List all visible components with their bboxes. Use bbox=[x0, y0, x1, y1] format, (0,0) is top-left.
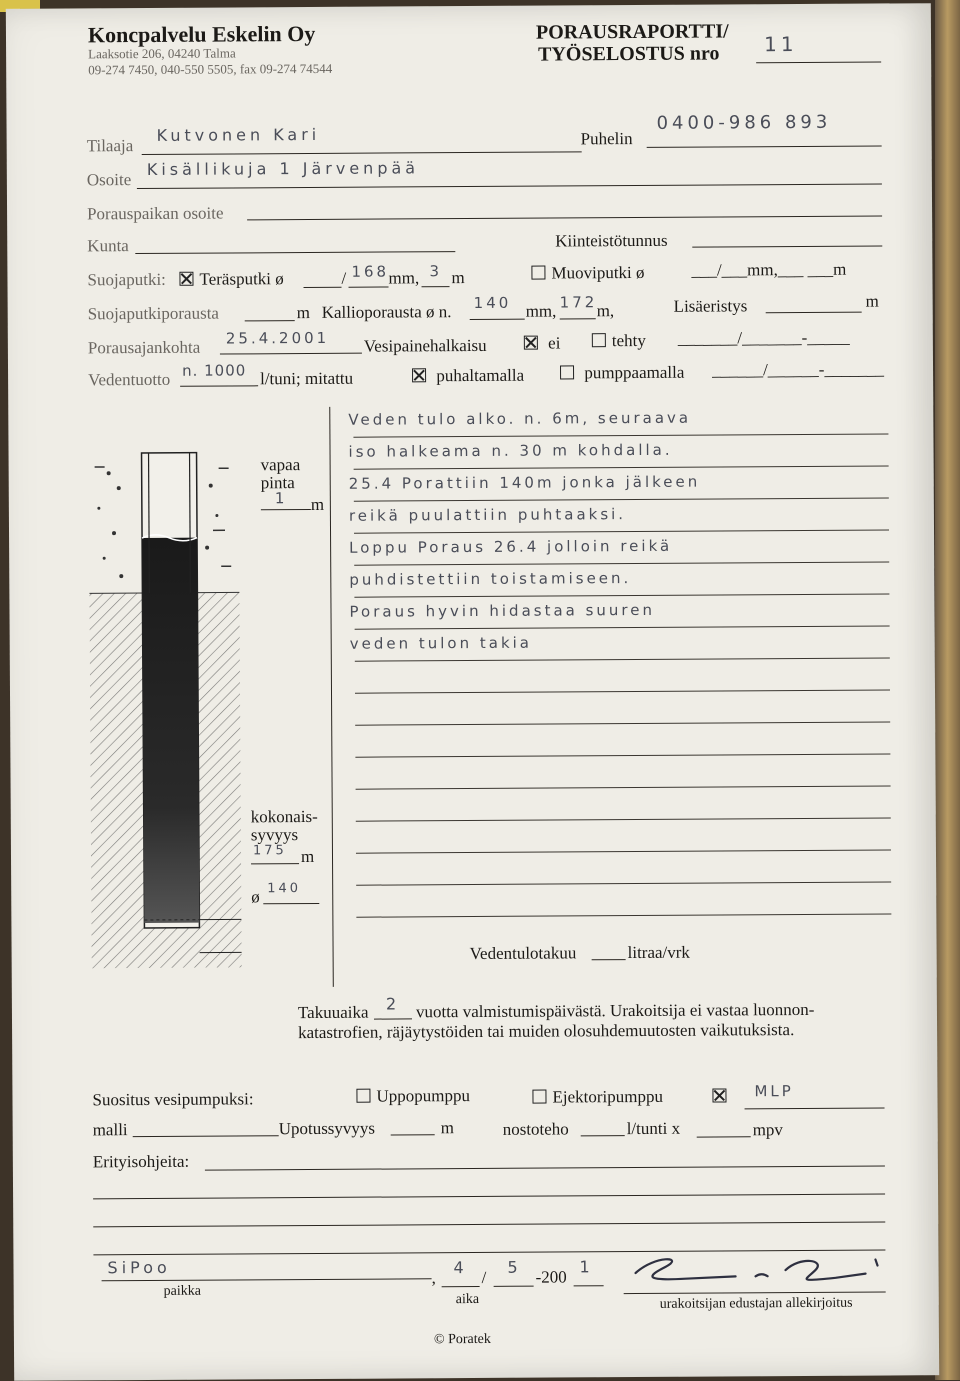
kallio-length[interactable]: 172 bbox=[560, 293, 598, 311]
suojaputki-label: Suojaputki: bbox=[87, 270, 166, 290]
other-pump-checkbox[interactable] bbox=[712, 1088, 726, 1102]
pinta-value[interactable]: 1 bbox=[275, 489, 288, 507]
ejektoripumppu-option[interactable]: Ejektoripumppu bbox=[532, 1087, 663, 1108]
report-number[interactable]: 11 bbox=[764, 32, 798, 56]
ei-option[interactable]: ei bbox=[524, 333, 561, 353]
vedentulotakuu-field[interactable] bbox=[592, 959, 626, 960]
osoite-value[interactable]: Kisällikuja 1 Järvenpää bbox=[147, 158, 419, 179]
vesipainehalkaisu-label: Vesipainehalkaisu bbox=[364, 336, 487, 357]
kunta-field[interactable] bbox=[135, 251, 455, 254]
column-divider bbox=[329, 407, 334, 987]
page-edge bbox=[935, 0, 960, 1380]
puhaltamalla-option[interactable]: puhaltamalla bbox=[412, 366, 524, 387]
paikka-value[interactable]: SiPoo bbox=[107, 1258, 170, 1277]
company-contact: 09-274 7450, 040-550 5505, fax 09-274 74544 bbox=[88, 61, 332, 78]
kallio-diameter[interactable]: 140 bbox=[474, 294, 512, 312]
handwritten-signature bbox=[625, 1249, 885, 1295]
date-day[interactable]: 4 bbox=[453, 1258, 467, 1277]
vapaa-label: vapaa bbox=[261, 455, 301, 475]
upotussyvyys-field[interactable] bbox=[391, 1134, 435, 1135]
syvyys-label: syvyys bbox=[251, 825, 298, 845]
pumppaamalla-option[interactable]: pumppaamalla bbox=[560, 363, 684, 384]
porauspaikan-field[interactable] bbox=[247, 215, 882, 220]
note-line[interactable]: Loppu Poraus 26.4 jolloin reikä bbox=[349, 537, 672, 557]
other-pump-value[interactable]: MLP bbox=[754, 1082, 793, 1100]
vedentuotto-value[interactable]: n. 1000 bbox=[182, 361, 246, 379]
tehty-option[interactable]: tehty bbox=[592, 331, 646, 351]
note-line[interactable]: veden tulon takia bbox=[350, 634, 532, 653]
muoviputki-checkbox[interactable] bbox=[531, 266, 545, 280]
terasputki-diameter[interactable]: 168 bbox=[351, 263, 389, 281]
takuu-text: vuotta valmistumispäivästä. Urakoitsija ei vastaa luonnon- bbox=[416, 1000, 815, 1022]
kunta-label: Kunta bbox=[87, 236, 129, 256]
ejektoripumppu-checkbox[interactable] bbox=[532, 1090, 546, 1104]
takuu-text-2: katastrofien, räjäytystöiden tai muiden olosuhdemuutosten vaikutuksista. bbox=[298, 1020, 794, 1043]
puhelin-value[interactable]: 0400-986 893 bbox=[656, 112, 831, 134]
mpv-field[interactable] bbox=[697, 1136, 751, 1137]
nostoteho-label: nostoteho bbox=[503, 1119, 569, 1139]
drilling-report-form: Koncpalvelu Eskelin Oy Laaksotie 206, 04240 Talma 09-274 7450, 040-550 5505, fax 09-274 74544 PORAUSRAPORTTI/ TYÖSELOSTUS nro 11 Tilaaja Kutvonen Kari Puhelin 0400-986 893 Osoite Kisällikuja 1 Järvenpää Porauspaikan osoite Kunta Kiinteistötunnus Suojaputki: Teräsputki ø / 168 mm, 3 m Muoviputki ø ___/___mm,___ ___m Suojaputkiporausta m Kallioporausta ø n. 140 mm, 172 m, Lisäeristys m Porausajankohta 25.4.2001 Vesipainehalkaisu ei tehty _______/_______-_____ Vedentuotto n. 1000 l/tuni; mitattu puhaltamalla pumppaamalla ______/______-_______ vapaa pinta 1 m kokonais- syvyys 175 m ø 140 Veden tulo alko. n. 6m, seuraava iso halkeama n. 30 m kohdalla. 25.4 Porattiin 140m jonka jälkeen reikä puulattiin puhtaaksi. Loppu Poraus 26.4 jolloin reikä puhdistettiin toistamiseen. Poraus hyvin hidastaa suuren veden tulon takia Vedentulotakuu litraa/vrk Takuuaika 2 vuotta valmistumispäivästä. Urakoitsija ei vastaa luonnon- katastrofien, räjäytystöiden tai muiden olosuhdemuutosten vaikutuksista. Suositus vesipumpuksi: Uppopumppu Ejektoripumppu MLP malli Upotussyvyys m nostoteho l/tunti x mpv Erityisohjeita: SiPoo paikka , 4 / 5 -200 1 aika urakoitsijan edustajan allekirjoitus © Poratek bbox=[6, 3, 939, 1381]
vedentuotto-label: Vedentuotto bbox=[88, 370, 170, 391]
diameter-symbol: ø bbox=[251, 887, 260, 907]
suojaputkiporausta-label: Suojaputkiporausta bbox=[88, 304, 219, 325]
takuu-prefix: Takuuaika bbox=[298, 1003, 369, 1023]
muoviputki-fields[interactable]: ___/___mm,___ ___m bbox=[691, 260, 846, 281]
puhaltamalla-checkbox[interactable] bbox=[412, 368, 426, 382]
report-subtitle: TYÖSELOSTUS nro bbox=[538, 42, 720, 66]
erityisohjeita-field[interactable] bbox=[205, 1165, 885, 1170]
date-month[interactable]: 5 bbox=[507, 1258, 521, 1277]
note-line[interactable]: reikä puulattiin puhtaaksi. bbox=[349, 505, 626, 525]
porausajankohta-label: Porausajankohta bbox=[88, 338, 200, 359]
aika-label: aika bbox=[456, 1292, 479, 1308]
terasputki-option[interactable]: Teräsputki ø bbox=[179, 269, 283, 290]
lisaeristys-label: Lisäeristys bbox=[674, 296, 748, 316]
terasputki-length[interactable]: 3 bbox=[429, 262, 442, 280]
malli-field[interactable] bbox=[133, 1135, 279, 1137]
kallioporausta-label: Kallioporausta ø n. bbox=[322, 302, 452, 323]
porausajankohta-value[interactable]: 25.4.2001 bbox=[226, 329, 329, 348]
note-line[interactable]: 25.4 Porattiin 140m jonka jälkeen bbox=[349, 473, 701, 493]
report-title: PORAUSRAPORTTI/ bbox=[536, 20, 729, 44]
note-line[interactable]: puhdistettiin toistamiseen. bbox=[349, 569, 631, 589]
lisaeristys-field[interactable] bbox=[766, 312, 862, 314]
note-line[interactable]: Poraus hyvin hidastaa suuren bbox=[349, 601, 655, 621]
erityisohjeita-label: Erityisohjeita: bbox=[93, 1152, 189, 1173]
nostoteho-field[interactable] bbox=[581, 1135, 625, 1136]
muoviputki-option[interactable]: Muoviputki ø bbox=[531, 263, 644, 284]
suositus-label: Suositus vesipumpuksi: bbox=[92, 1089, 253, 1110]
date-year-digit[interactable]: 1 bbox=[579, 1257, 593, 1276]
vedentulotakuu-label: Vedentulotakuu bbox=[470, 943, 577, 964]
porauspaikan-label: Porauspaikan osoite bbox=[87, 204, 224, 225]
footer-copyright: © Poratek bbox=[434, 1332, 491, 1348]
takuu-years[interactable]: 2 bbox=[386, 994, 400, 1013]
uppopumppu-checkbox[interactable] bbox=[356, 1089, 370, 1103]
company-address: Laaksotie 206, 04240 Talma bbox=[88, 45, 236, 62]
note-line[interactable]: Veden tulo alko. n. 6m, seuraava bbox=[348, 409, 691, 429]
puhelin-label: Puhelin bbox=[581, 129, 633, 149]
terasputki-checkbox[interactable] bbox=[179, 272, 193, 286]
upotussyvyys-label: Upotussyvyys bbox=[279, 1119, 375, 1140]
well-diagram bbox=[89, 447, 262, 968]
company-name: Koncpalvelu Eskelin Oy bbox=[88, 21, 316, 48]
pumppaamalla-checkbox[interactable] bbox=[560, 365, 574, 379]
date-year-prefix: -200 bbox=[536, 1267, 567, 1287]
pumppaamalla-fields[interactable]: ______/______-_______ bbox=[712, 359, 884, 380]
signature-label: urakoitsijan edustajan allekirjoitus bbox=[660, 1296, 853, 1313]
paikka-label: paikka bbox=[164, 1284, 201, 1300]
kiinteisto-field[interactable] bbox=[692, 245, 882, 247]
ei-checkbox[interactable] bbox=[524, 336, 538, 350]
tilaaja-value[interactable]: Kutvonen Kari bbox=[157, 125, 321, 145]
tehty-fields[interactable]: _______/_______-_____ bbox=[678, 328, 850, 349]
report-number-line bbox=[756, 61, 881, 63]
tehty-checkbox[interactable] bbox=[592, 333, 606, 347]
malli-label: malli bbox=[93, 1120, 128, 1140]
note-line[interactable]: iso halkeama n. 30 m kohdalla. bbox=[348, 441, 672, 461]
kiinteisto-label: Kiinteistötunnus bbox=[555, 231, 668, 252]
pinta-label: pinta bbox=[261, 473, 295, 493]
diameter-value[interactable]: 140 bbox=[267, 881, 301, 896]
osoite-label: Osoite bbox=[87, 170, 132, 190]
tilaaja-label: Tilaaja bbox=[87, 136, 134, 156]
kokonais-label: kokonais- bbox=[251, 807, 318, 827]
uppopumppu-option[interactable]: Uppopumppu bbox=[356, 1086, 470, 1107]
syvyys-value[interactable]: 175 bbox=[253, 843, 287, 858]
